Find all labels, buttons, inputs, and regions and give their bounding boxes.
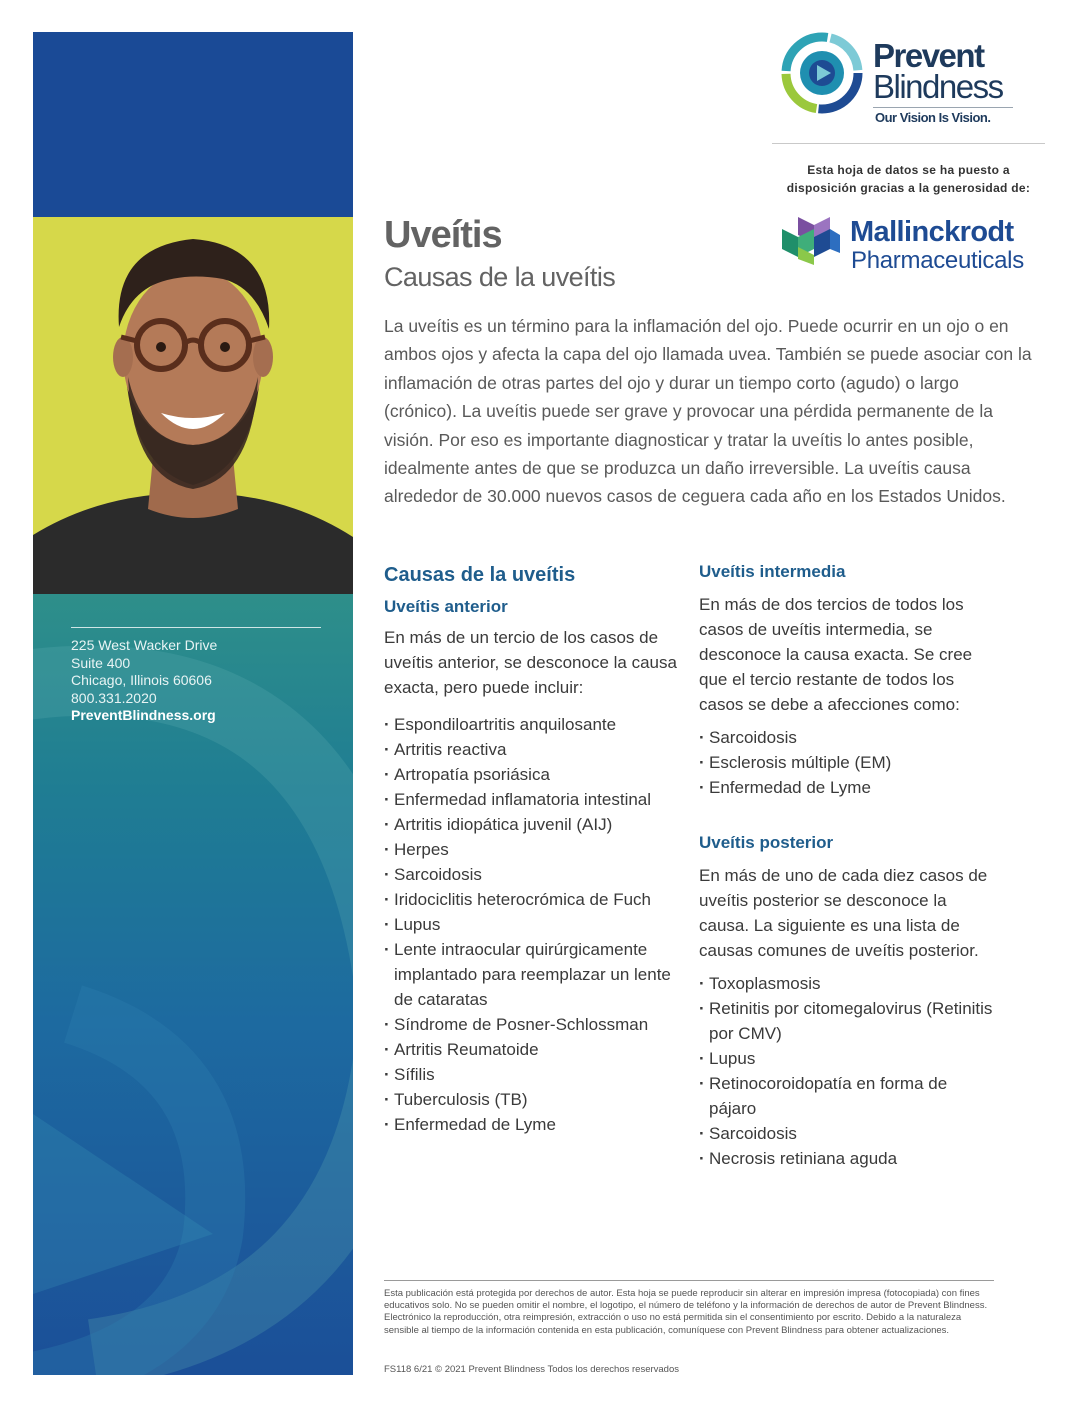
list-item: · Sarcoidosis — [699, 1121, 999, 1146]
document-code: FS118 6/21 © 2021 Prevent Blindness Todos los derechos reservados — [384, 1364, 679, 1375]
cube-logo-icon — [780, 213, 842, 267]
portrait-photo — [33, 217, 353, 594]
anterior-heading: Uveítis anterior — [384, 597, 508, 616]
intermedia-causes-list — [699, 725, 999, 800]
page-title: Uveítis — [384, 214, 502, 256]
sponsor-line-1: Esta hoja de datos se ha puesto a — [807, 163, 1010, 177]
pb-logo-line-2: Blindness — [873, 68, 1003, 105]
pb-logo-rule — [873, 107, 1013, 108]
sidebar-top-band — [33, 32, 353, 217]
pb-logo-line-1: Prevent — [873, 37, 984, 74]
list-item: · Retinitis por citomegalovirus (Retinitis por CMV) — [699, 996, 999, 1046]
list-item: · Tuberculosis (TB) — [384, 1087, 684, 1112]
list-item: · Retinocoroidopatía en forma de pájaro — [699, 1071, 999, 1121]
sponsor-statement — [772, 161, 1045, 197]
list-item: · Enfermedad de Lyme — [699, 775, 999, 800]
list-item: · Lente intraocular quirúrgicamente implantado para reemplazar un lente de cataratas — [384, 937, 684, 1012]
sidebar — [33, 32, 353, 1375]
list-item: · Esclerosis múltiple (EM) — [699, 750, 999, 775]
intermedia-paragraph: En más de dos tercios de todos los casos de uveítis intermedia, se desconoce la causa exacta. Se cree que el tercio restante de todos los casos se debe a afecciones como: — [699, 595, 973, 714]
list-item: · Sífilis — [384, 1062, 684, 1087]
intro-paragraph: La uveítis es un término para la inflamación del ojo. Puede ocurrir en un ojo o en ambos ojos y afecta la capa del ojo llamada uvea. También se puede asociar con la inflamación de otras partes del ojo y durar un tiempo corto (agudo) o largo (crónico). La uveítis puede ser grave y provocar una pérdida permanente de la visión. Por eso es importante diagnosticar y tratar la uveítis lo antes posible, idealmente antes de que se produzca un daño irreversible. La uveítis causa alrededor de 30.000 nuevos casos de ceguera cada año en los Estados Unidos. — [384, 316, 1032, 507]
address-line-1: 225 West Wacker Drive — [71, 637, 218, 653]
mallinckrodt-sub: Pharmaceuticals — [851, 247, 1024, 274]
smiling-man-illustration — [33, 217, 353, 594]
list-item: · Enfermedad de Lyme — [384, 1112, 684, 1137]
header-divider — [772, 143, 1045, 144]
address-line-3: Chicago, Illinois 60606 — [71, 672, 212, 689]
sidebar-divider — [71, 627, 321, 628]
mallinckrodt-logo — [780, 211, 1040, 275]
posterior-heading: Uveítis posterior — [699, 833, 834, 852]
list-item: · Lupus — [384, 912, 684, 937]
sidebar-contact-panel — [33, 594, 353, 1375]
copyright-notice: Esta publicación está protegida por derechos de autor. Esta hoja se puede reproducir sin alterar en impresión impresa (fotocopiada) con fines educativos solo. No se pueden omitir el nombre, el logotipo, el número de teléfono y la información de derechos de autor de Prevent Blindness. Electrónico la reproducción, otra reimpresión, extracción o uso no está permitida sin el consentimiento por escrito. Debido a la naturaleza sensible al tiempo de la información contenida en esta publicación, comuníquese con Prevent Blindness para obtener actualizaciones. — [384, 1288, 988, 1336]
list-item: · Necrosis retiniana aguda — [699, 1146, 999, 1171]
list-item: · Síndrome de Posner-Schlossman — [384, 1012, 684, 1037]
list-item: · Espondiloartritis anquilosante — [384, 712, 684, 737]
mallinckrodt-name: Mallinckrodt — [850, 216, 1014, 248]
eye-swirl-logo-icon — [781, 32, 863, 114]
list-item: · Sarcoidosis — [384, 862, 684, 887]
intermedia-heading: Uveítis intermedia — [699, 562, 846, 581]
list-item: · Herpes — [384, 837, 684, 862]
posterior-causes-list — [699, 971, 999, 1171]
list-item: · Artropatía psoriásica — [384, 762, 684, 787]
address-line-2: Suite 400 — [71, 654, 131, 671]
right-column — [699, 562, 999, 1171]
website-link[interactable]: PreventBlindness.org — [71, 707, 216, 724]
list-item: · Toxoplasmosis — [699, 971, 999, 996]
pb-tagline: Our Vision Is Vision. — [875, 110, 991, 125]
list-item: · Sarcoidosis — [699, 725, 999, 750]
footer-divider — [384, 1280, 994, 1281]
list-item: · Artritis Reumatoide — [384, 1037, 684, 1062]
page-subtitle: Causas de la uveítis — [384, 262, 616, 292]
phone-number: 800.331.2020 — [71, 689, 157, 706]
list-item: · Artritis reactiva — [384, 737, 684, 762]
left-column — [384, 562, 684, 1137]
prevent-blindness-logo — [781, 30, 1021, 130]
list-item: · Artritis idiopática juvenil (AIJ) — [384, 812, 684, 837]
anterior-paragraph: En más de un tercio de los casos de uveítis anterior, se desconoce la causa exacta, pero puede incluir: — [384, 628, 677, 697]
posterior-paragraph: En más de uno de cada diez casos de uveítis posterior se desconoce la causa. La siguiente es una lista de causas comunes de uveítis posterior. — [699, 866, 988, 960]
anterior-causes-list — [384, 712, 684, 1137]
list-item: · Lupus — [699, 1046, 999, 1071]
list-item: · Iridociclitis heterocrómica de Fuch — [384, 887, 684, 912]
contact-address — [71, 637, 217, 725]
list-item: · Enfermedad inflamatoria intestinal — [384, 787, 684, 812]
causes-heading: Causas de la uveítis — [384, 564, 576, 586]
sponsor-line-2: disposición gracias a la generosidad de: — [786, 181, 1031, 195]
